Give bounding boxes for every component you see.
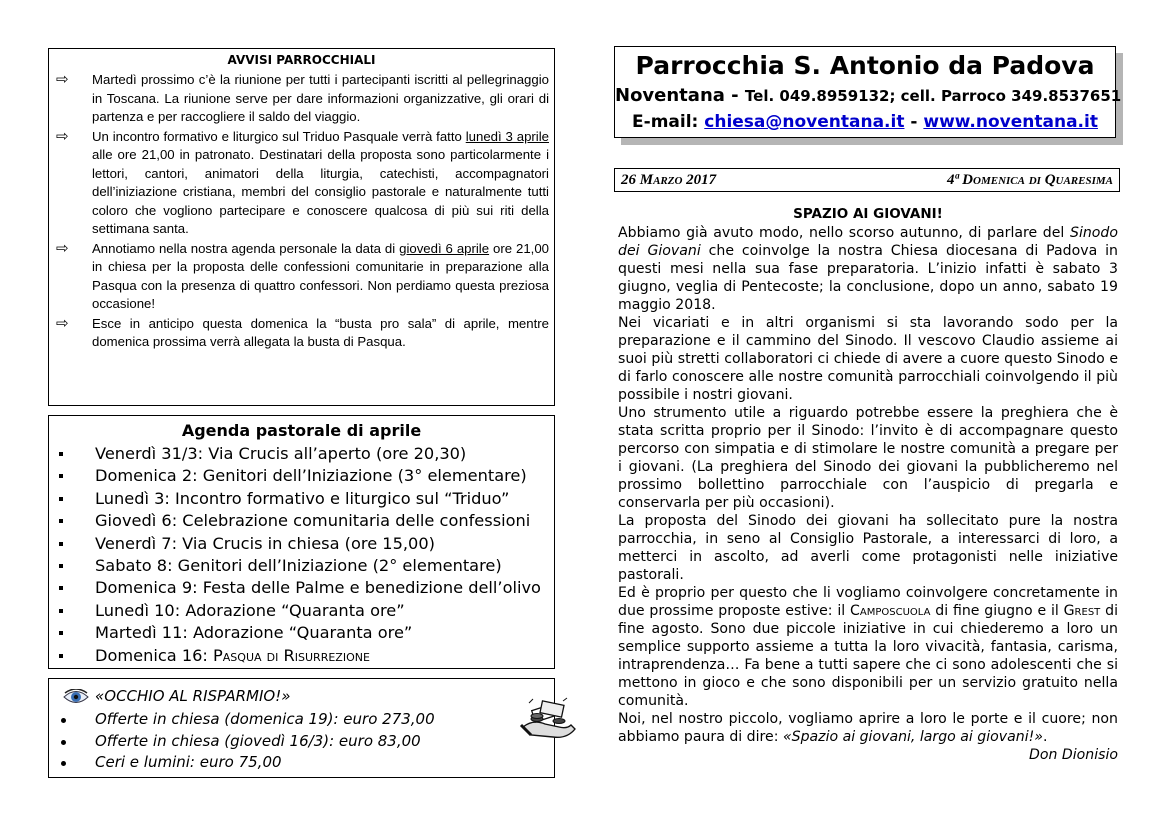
paragraph-text: di fine giugno e il [930, 603, 1064, 619]
avvisi-title: AVVISI PARROCCHIALI [227, 53, 376, 67]
right-arrow-icon: ⇨ [56, 314, 69, 332]
offering-text: Offerte in chiesa (domenica 19): euro 273,00 [95, 710, 435, 728]
agenda-item-text: Lunedì 3: Incontro formativo e liturgico sul “Triduo” [95, 488, 510, 508]
avviso-date: lunedì 3 aprile [465, 128, 549, 144]
separator: - [904, 112, 924, 132]
issue-date: 26 Marzo 2017 [621, 172, 717, 188]
bullet-square-icon [59, 654, 63, 658]
avviso-item [54, 71, 549, 127]
agenda-item [53, 510, 550, 532]
paragraph-text: Abbiamo già avuto modo, nello scorso autunno, di parlare del [618, 225, 1070, 241]
avvisi-box [48, 48, 555, 406]
bullet-square-icon [59, 564, 63, 568]
agenda-item-text: Domenica 9: Festa delle Palme e benedizione dell’olivo [95, 578, 541, 598]
avviso-text: alle ore 21,00 in patronato. Destinatari della proposta sono particolarmente i lettori, cantori, animatori della liturgia, catechisti, accompagnatori dell’iniziazione cristiana, membri del consiglio pastorale e naturalmente tutti coloro che vogliono partecipare e conoscere qualcosa di più sui riti della settimana santa. [92, 147, 549, 236]
bullet-square-icon [59, 519, 63, 523]
agenda-item [53, 533, 550, 555]
occhio-title [53, 685, 550, 707]
bullet-square-icon [59, 631, 63, 635]
avviso-date: giovedì 6 aprile [399, 240, 490, 256]
avvisi-list [54, 71, 549, 352]
offering-item [53, 709, 550, 731]
phone-numbers: Tel. 049.8959132; cell. Parroco 349.8537651 [744, 87, 1122, 105]
avviso-item [54, 128, 549, 239]
agenda-item [53, 443, 550, 465]
agenda-item-text: Venerdì 31/3: Via Crucis all’aperto (ore 20,30) [95, 444, 467, 463]
article-paragraph [618, 224, 1118, 314]
agenda-item-smallcaps: Pasqua di Risurrezione [213, 645, 370, 665]
avviso-text: Un incontro formativo e liturgico sul Triduo Pasquale verrà fatto [92, 128, 466, 144]
avviso-text: Esce in anticipo questa domenica la “busta pro sala” di aprile, mentre domenica prossima verrà allegata la busta di Pasqua. [92, 315, 549, 349]
agenda-item-text: Domenica 16: [95, 645, 214, 665]
agenda-title: Agenda pastorale di aprile [181, 421, 422, 440]
right-arrow-icon: ⇨ [56, 127, 69, 145]
bullet-dot-icon [61, 740, 66, 745]
paragraph-text: di fine agosto. Sono due piccole iniziative in cui chiederemo a loro un semplice supporto assieme a tutta la loro vivacità, fantasia, carisma, intraprendenza… Fa bene a tutti sapere che ci sono adolescenti che si mettono in gioco e che sono disponibili per un servizio gratuito nella comunità. [618, 603, 1119, 709]
avviso-text: Martedì prossimo c’è la riunione per tutti i partecipanti iscritti al pellegrinaggio in Toscana. La riunione serve per dare informazioni organizzative, gli orari di partenza e per raccogliere il saldo del viaggio. [92, 72, 549, 124]
bullet-dot-icon [61, 718, 66, 723]
avviso-text: Annotiamo nella nostra agenda personale la data di [92, 240, 400, 256]
bullet-square-icon [59, 609, 63, 613]
right-arrow-icon: ⇨ [56, 71, 69, 88]
agenda-item-text: Sabato 8: Genitori dell’Iniziazione (2° elementare) [95, 556, 502, 576]
avviso-text: ore 21,00 in chiesa per la proposta delle confessioni comunitarie in preparazione alla Pasqua con la presenza di quattro confessori. Non perdiamo questa preziosa occasione! [92, 240, 549, 311]
avviso-item [54, 315, 549, 352]
article-title: SPAZIO AI GIOVANI! [793, 206, 943, 222]
bullet-dot-icon [61, 761, 66, 766]
masthead [614, 46, 1122, 138]
avviso-item [54, 240, 549, 314]
money-hand-icon [519, 697, 577, 745]
agenda-box [48, 415, 555, 669]
bullet-square-icon [59, 586, 63, 590]
agenda-item [53, 645, 550, 667]
occhio-list [53, 709, 550, 774]
agenda-item-text: Giovedì 6: Celebrazione comunitaria delle confessioni [95, 511, 531, 531]
paragraph-smallcaps: Grest [1063, 603, 1101, 619]
paragraph-text: che coinvolge la nostra Chiesa diocesana di Padova in questi mesi nella sua fase preparatoria. L’inizio infatti è sabato 3 giugno, veglia di Pentecoste; la conclusione, dopo un anno, sabato 19 maggio 2018. [618, 243, 1118, 313]
agenda-item [53, 577, 550, 599]
agenda-item-text: Domenica 2: Genitori dell’Iniziazione (3° elementare) [95, 466, 527, 486]
paragraph-smallcaps: Camposcuola [850, 603, 931, 619]
bullet-square-icon [59, 452, 63, 456]
date-bar [614, 168, 1120, 192]
right-arrow-icon: ⇨ [56, 239, 69, 257]
agenda-item [53, 622, 550, 644]
email-link[interactable]: chiesa@noventana.it [704, 112, 905, 132]
article-paragraph: La proposta del Sinodo dei giovani ha sollecitato pure la nostra parrocchia, in seno al Consiglio Pastorale, a interessarci di loro, a metterci in ascolto, ad averli come protagonisti nelle iniziative pastorali. [618, 513, 1118, 583]
bullet-square-icon [59, 474, 63, 478]
agenda-item [53, 465, 550, 487]
offering-item [53, 752, 550, 774]
bullet-square-icon [59, 497, 63, 501]
agenda-item-text: Venerdì 7: Via Crucis in chiesa (ore 15,00) [95, 533, 435, 553]
occhio-box [48, 678, 555, 778]
paragraph-italic: Sinodo dei Giovani [618, 225, 1118, 259]
article-paragraph: Uno strumento utile a riguardo potrebbe essere la preghiera che è stata scritta proprio per il Sinodo: l’invito è di accompagnare questo percorso con simpatia e di stimolare le nostre comunità a pregare per i giovani. (La preghiera del Sinodo dei giovani la pubblicheremo nel prossimo bollettino parrocchiale con l’auspicio di pregarla e conservarla per più occasioni). [618, 405, 1118, 511]
eye-icon [63, 689, 89, 711]
offering-text: Ceri e lumini: euro 75,00 [95, 753, 282, 771]
paragraph-text: Ed è proprio per questo che li vogliamo coinvolgere concretamente in due prossime proposte estive: il [618, 585, 1118, 619]
agenda-list [53, 443, 550, 667]
article-paragraph [618, 710, 1118, 746]
agenda-item [53, 488, 550, 510]
agenda-item [53, 600, 550, 622]
signature: Don Dionisio [1028, 747, 1118, 763]
offering-item [53, 731, 550, 753]
occhio-title-text: «OCCHIO AL RISPARMIO!» [95, 687, 291, 705]
paragraph-text: Noi, nel nostro piccolo, vogliamo aprire a loro le porte e il cuore; non abbiamo paura di dire: [618, 711, 1118, 745]
email-label: E-mail: [632, 112, 705, 132]
article-paragraph: Nei vicariati e in altri organismi si sta lavorando sodo per la preparazione e il cammino del Sinodo. Il vescovo Claudio assieme ai suoi più stretti collaboratori ci chiede di avere a cuore questo Sinodo e di farlo conoscere alle nostre comunità parrocchiali coinvolgendo il più possibile i nostri giovani. [618, 315, 1118, 403]
bullet-square-icon [59, 542, 63, 546]
article [618, 205, 1118, 764]
offering-text: Offerte in chiesa (giovedì 16/3): euro 83,00 [95, 731, 421, 750]
town-name: Noventana - [615, 85, 745, 106]
paragraph-text: . [1042, 729, 1048, 745]
agenda-item-text: Martedì 11: Adorazione “Quaranta ore” [95, 623, 413, 643]
liturgical-sunday: 4ª Domenica di Quaresima [946, 172, 1113, 188]
agenda-item-text: Lunedì 10: Adorazione “Quaranta ore” [95, 600, 405, 620]
website-link[interactable]: www.noventana.it [923, 112, 1098, 132]
web-line [615, 110, 1115, 134]
parish-name: Parrocchia S. Antonio da Padova [635, 51, 1095, 80]
article-paragraph [618, 584, 1118, 710]
paragraph-italic: «Spazio ai giovani, largo ai giovani!» [782, 729, 1043, 745]
contact-line [615, 82, 1122, 110]
agenda-item [53, 555, 550, 577]
